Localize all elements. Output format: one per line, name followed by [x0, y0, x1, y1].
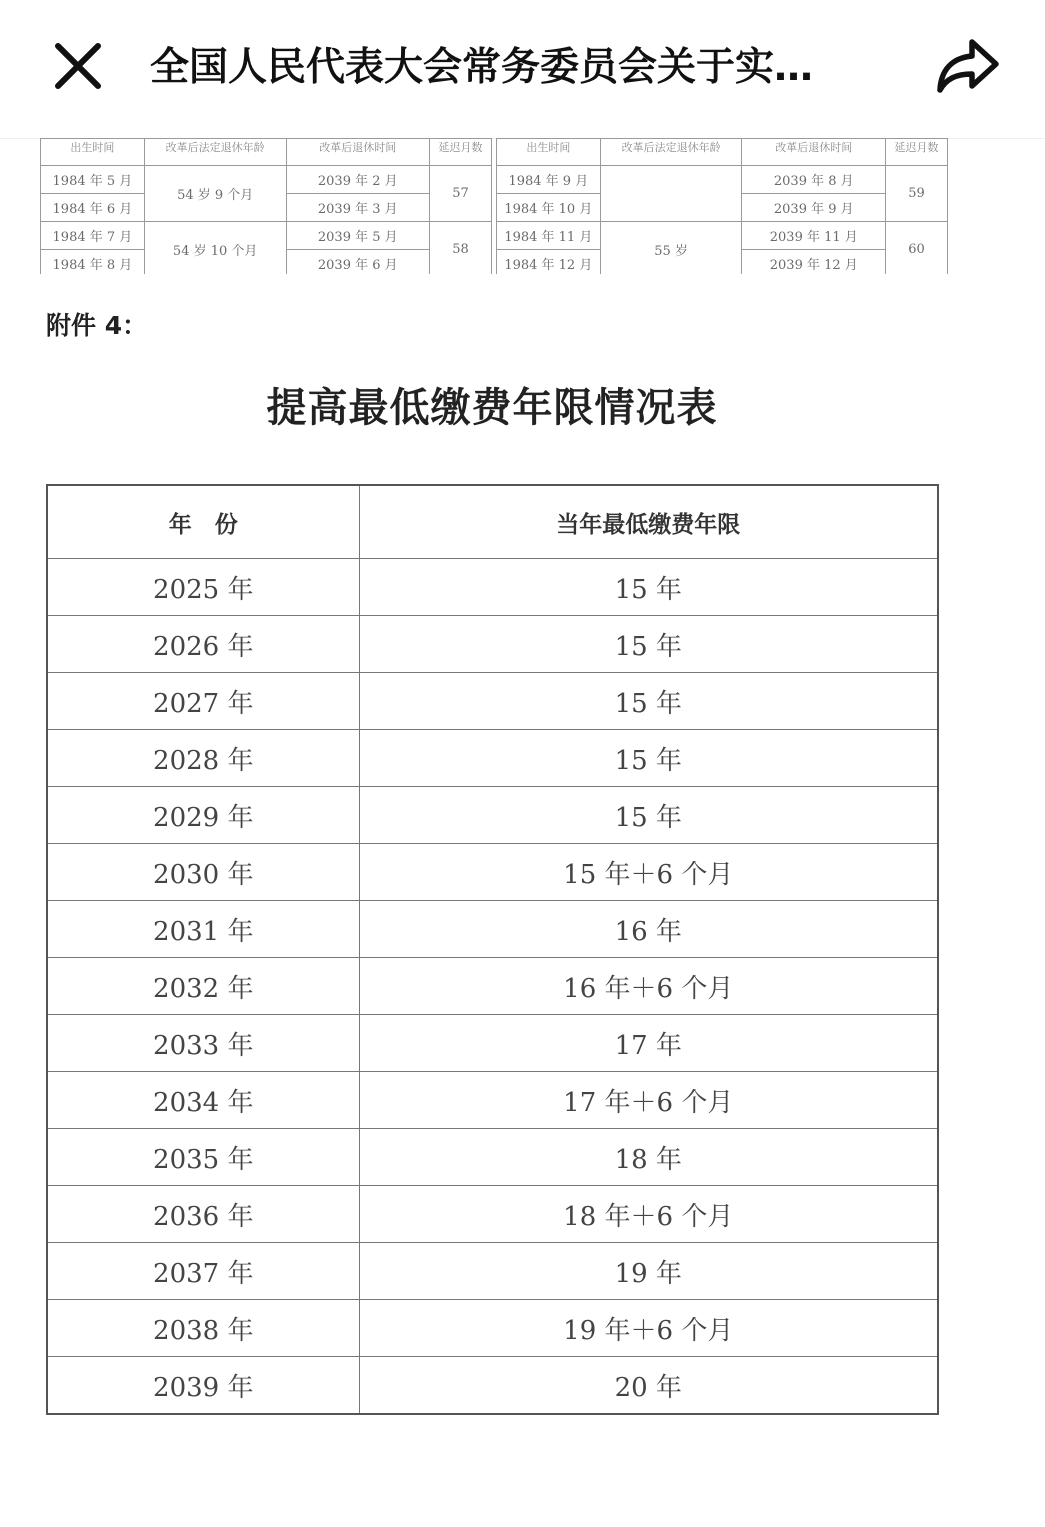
- document-title: 提高最低缴费年限情况表: [266, 384, 718, 431]
- birth-cell: 1984 年 6 月: [41, 194, 145, 222]
- age-cell: 55 岁: [600, 222, 742, 275]
- min-years-cell: 15 年: [359, 730, 938, 787]
- birth-cell: 1984 年 12 月: [496, 250, 600, 275]
- table-row: [47, 559, 938, 616]
- year-cell: 2036 年: [47, 1186, 359, 1243]
- year-cell: 2037 年: [47, 1243, 359, 1300]
- close-icon: [48, 36, 108, 96]
- retire-cell: 2039 年 3 月: [286, 194, 430, 222]
- header-year: 年 份: [47, 485, 359, 559]
- min-years-cell: 15 年＋6 个月: [359, 844, 938, 901]
- table-body: [47, 559, 938, 1415]
- birth-cell: 1984 年 10 月: [496, 194, 600, 222]
- birth-cell: 1984 年 11 月: [496, 222, 600, 250]
- attachment-label: 附件 4：: [46, 311, 148, 340]
- months-cell: 58: [430, 222, 492, 275]
- year-cell: 2027 年: [47, 673, 359, 730]
- year-cell: 2026 年: [47, 616, 359, 673]
- retire-cell: 2039 年 6 月: [286, 250, 430, 275]
- prev-header-cell: 出生时间: [41, 139, 145, 166]
- table-row: [47, 616, 938, 673]
- age-cell: 54 岁 9 个月: [144, 166, 286, 222]
- share-button[interactable]: [932, 34, 1002, 98]
- min-years-cell: 19 年: [359, 1243, 938, 1300]
- retire-cell: 2039 年 5 月: [286, 222, 430, 250]
- year-cell: 2039 年: [47, 1357, 359, 1415]
- year-cell: 2038 年: [47, 1300, 359, 1357]
- months-cell: 57: [430, 166, 492, 222]
- min-years-cell: 16 年: [359, 901, 938, 958]
- table-row: [47, 1243, 938, 1300]
- min-years-cell: 19 年＋6 个月: [359, 1300, 938, 1357]
- table-header-row: [47, 485, 938, 559]
- table-row: [47, 673, 938, 730]
- retire-cell: 2039 年 9 月: [742, 194, 886, 222]
- table-row: [47, 1015, 938, 1072]
- prev-header-cell: 改革后法定退休年龄: [600, 139, 742, 166]
- min-years-cell: 17 年＋6 个月: [359, 1072, 938, 1129]
- min-years-cell: 15 年: [359, 559, 938, 616]
- min-years-cell: 18 年＋6 个月: [359, 1186, 938, 1243]
- table-row: [47, 1300, 938, 1357]
- birth-cell: 1984 年 8 月: [41, 250, 145, 275]
- table-row: [47, 730, 938, 787]
- retire-cell: 2039 年 12 月: [742, 250, 886, 275]
- months-cell: 59: [886, 166, 948, 222]
- prev-header-cell: 延迟月数: [430, 139, 492, 166]
- prev-header-cell: 改革后退休时间: [742, 139, 886, 166]
- year-cell: 2034 年: [47, 1072, 359, 1129]
- prev-header-cell: 改革后法定退休年龄: [144, 139, 286, 166]
- table-row: [47, 1129, 938, 1186]
- year-cell: 2025 年: [47, 559, 359, 616]
- table-row: [47, 787, 938, 844]
- birth-cell: 1984 年 9 月: [496, 166, 600, 194]
- prev-table-header-row: [41, 139, 948, 166]
- min-years-cell: 15 年: [359, 616, 938, 673]
- prev-header-cell: 延迟月数: [886, 139, 948, 166]
- top-app-bar: [0, 0, 1045, 139]
- prev-header-cell: 改革后退休时间: [286, 139, 430, 166]
- prev-table-row: [41, 166, 948, 194]
- min-years-cell: 15 年: [359, 673, 938, 730]
- year-cell: 2031 年: [47, 901, 359, 958]
- previous-table-fragment: [40, 138, 948, 274]
- retire-cell: 2039 年 2 月: [286, 166, 430, 194]
- share-icon: [932, 34, 1002, 98]
- min-years-cell: 17 年: [359, 1015, 938, 1072]
- min-years-cell: 20 年: [359, 1357, 938, 1415]
- age-cell: [600, 166, 742, 222]
- birth-cell: 1984 年 7 月: [41, 222, 145, 250]
- page-title: 全国人民代表大会常务委员会关于实…: [150, 45, 814, 90]
- table-row: [47, 958, 938, 1015]
- year-cell: 2032 年: [47, 958, 359, 1015]
- table-row: [47, 1072, 938, 1129]
- age-cell: 54 岁 10 个月: [144, 222, 286, 275]
- prev-table-row: [41, 222, 948, 250]
- year-cell: 2035 年: [47, 1129, 359, 1186]
- retire-cell: 2039 年 8 月: [742, 166, 886, 194]
- months-cell: 60: [886, 222, 948, 275]
- header-min-years: 当年最低缴费年限: [359, 485, 938, 559]
- prev-header-cell: 出生时间: [496, 139, 600, 166]
- min-years-cell: 18 年: [359, 1129, 938, 1186]
- table-row: [47, 844, 938, 901]
- year-cell: 2029 年: [47, 787, 359, 844]
- min-years-cell: 16 年＋6 个月: [359, 958, 938, 1015]
- year-cell: 2033 年: [47, 1015, 359, 1072]
- year-cell: 2030 年: [47, 844, 359, 901]
- year-cell: 2028 年: [47, 730, 359, 787]
- table-row: [47, 1357, 938, 1415]
- min-contribution-table: [46, 484, 939, 1430]
- table-row: [47, 901, 938, 958]
- close-button[interactable]: [48, 36, 108, 96]
- table-row: [47, 1186, 938, 1243]
- birth-cell: 1984 年 5 月: [41, 166, 145, 194]
- retire-cell: 2039 年 11 月: [742, 222, 886, 250]
- min-years-cell: 15 年: [359, 787, 938, 844]
